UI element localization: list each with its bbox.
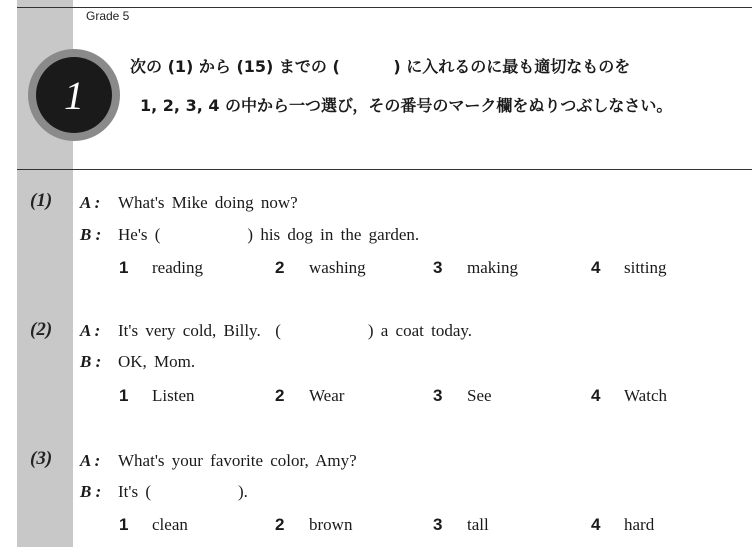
grade-label: Grade 5 — [86, 9, 130, 23]
instruction-line-1: 次の (1) から (15) までの ( ) に入れるのに最も適切なものを — [130, 57, 631, 76]
option-text[interactable]: clean — [152, 515, 188, 534]
option-number: 3 — [433, 515, 443, 534]
option-text[interactable]: washing — [309, 258, 366, 277]
option-text[interactable]: Watch — [624, 386, 667, 405]
speaker-b-label: B : — [80, 482, 102, 501]
speaker-b-label: B : — [80, 225, 102, 244]
speaker-a-label: A : — [80, 451, 101, 470]
option-number: 1 — [119, 258, 129, 277]
option-text[interactable]: Listen — [152, 386, 195, 405]
option-text[interactable]: See — [467, 386, 492, 405]
option-number: 3 — [433, 258, 443, 277]
option-number: 1 — [119, 515, 129, 534]
option-text[interactable]: Wear — [309, 386, 345, 405]
section-number-badge: 1 — [36, 57, 112, 133]
dialogue-line-a: What's Mike doing now? — [118, 193, 298, 212]
option-number: 2 — [275, 515, 285, 534]
top-rule — [17, 7, 752, 8]
question-number: (3) — [30, 448, 53, 469]
question-number: (2) — [30, 319, 53, 340]
option-number: 4 — [591, 258, 601, 277]
dialogue-line-a: It's very cold, Billy. ( ) a coat today. — [118, 321, 473, 340]
option-text[interactable]: hard — [624, 515, 655, 534]
speaker-a-label: A : — [80, 321, 101, 340]
speaker-b-label: B : — [80, 352, 102, 371]
option-text[interactable]: reading — [152, 258, 203, 277]
dialogue-line-b: It's ( ). — [118, 482, 248, 501]
option-text[interactable]: sitting — [624, 258, 667, 277]
option-text[interactable]: tall — [467, 515, 489, 534]
option-text[interactable]: making — [467, 258, 518, 277]
header-divider — [17, 169, 752, 170]
option-text[interactable]: brown — [309, 515, 353, 534]
speaker-a-label: A : — [80, 193, 101, 212]
option-number: 1 — [119, 386, 129, 405]
option-number: 2 — [275, 258, 285, 277]
option-number: 4 — [591, 386, 601, 405]
dialogue-line-b: OK, Mom. — [118, 352, 196, 371]
option-number: 4 — [591, 515, 601, 534]
dialogue-line-b: He's ( ) his dog in the garden. — [118, 225, 420, 244]
option-number: 3 — [433, 386, 443, 405]
instruction-line-2: 1, 2, 3, 4 の中から一つ選び，その番号のマーク欄をぬりつぶしなさい。 — [140, 96, 673, 115]
dialogue-line-a: What's your favorite color, Amy? — [118, 451, 357, 470]
option-number: 2 — [275, 386, 285, 405]
question-number: (1) — [30, 190, 53, 211]
